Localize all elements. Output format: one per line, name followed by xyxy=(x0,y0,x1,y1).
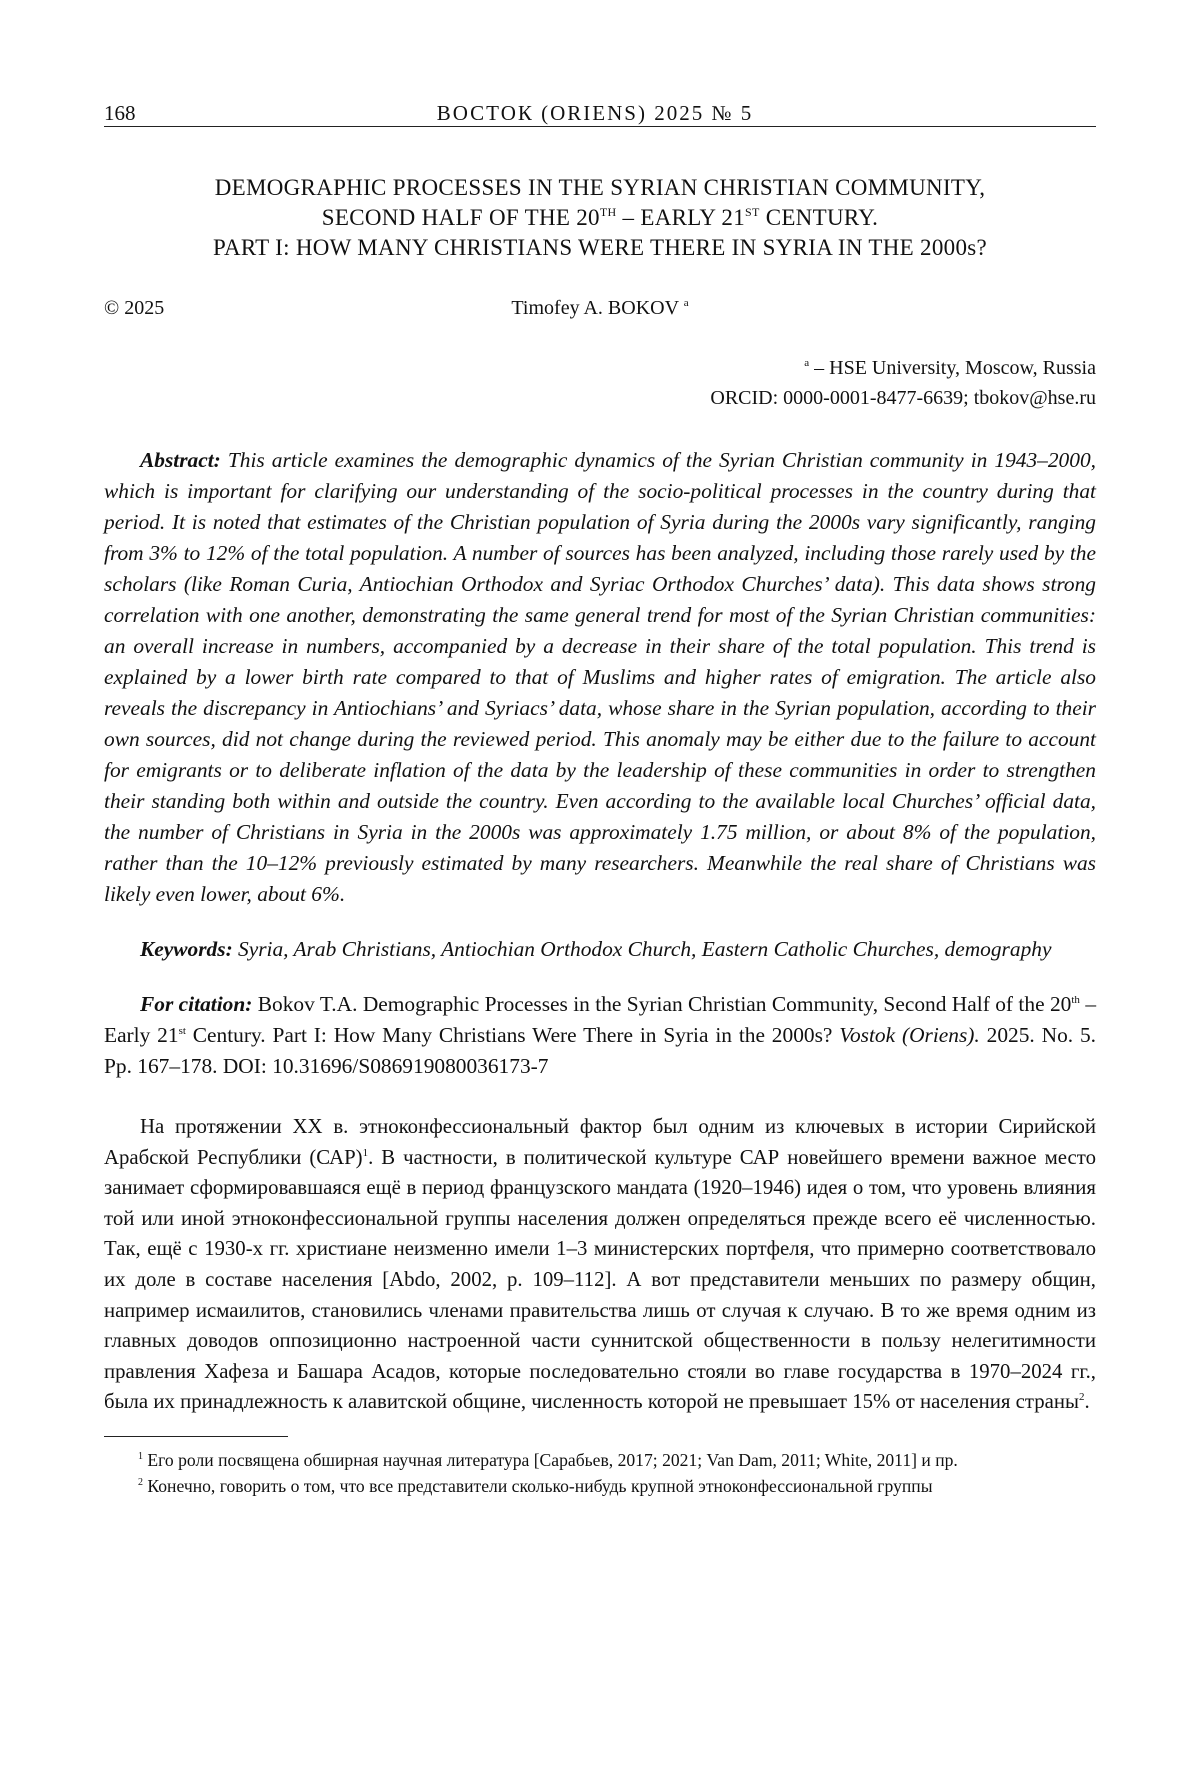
keywords-label: Keywords: xyxy=(140,937,233,961)
citation: For citation: Bokov T.A. Demographic Processes in the Syrian Christian Community, Second Half of the 20th – Early 21st Century. Part I: How Many Christians Were There in Syria in the 2000s? Vostok (Oriens). 2025. No. 5. Pp. 167–178. DOI: 10.31696/S086919080036173-7 xyxy=(104,992,1097,1078)
body-paragraph: На протяжении XX в. этноконфессиональный фактор был одним из ключевых в истории Сирийской Арабской Республики (САР)$^1$. В частности, в политической культуре САР новейшего времени важное место занимает сформировавшаяся ещё в период французского мандата (1920–1946) идея о том, что уровень влияния той или иной этноконфессиональной группы населения должен определяться прежде всего её численностью. Так, ещё с 1930-х гг. христиане неизменно имели 1–3 министерских портфеля, что примерно соответствовало их доле в составе населения [Abdo, 2002, p. 109–112]. А вот представители меньших по размеру общин, например исмаилитов, становились членами правительства лишь от случая к случаю. В то же время одним из главных доводов оппозиционно настроенной части суннитской общественности в пользу нелегитимности правления Хафеза и Башара Асадов, которые последовательно стояли во главе государства в 1970–2024 гг., была их принадлежность к алавитской общине, численность которой не превышает 15% от населения страны$^2$. xyxy=(104,1115,1096,1414)
abstract-label: Abstract: xyxy=(140,448,221,472)
footnote-2: $^2$ Конечно, говорить о том, что все представители сколько-нибудь крупной этноконфессиональной группы xyxy=(138,1475,933,1496)
footnote-1: $^1$ Его роли посвящена обширная научная литература [Сарабьев, 2017; 2021; Van Dam, 2011; White, 2011] и пр. xyxy=(138,1449,958,1470)
citation-label: For citation: xyxy=(140,992,253,1016)
article-title xyxy=(104,173,1096,263)
page-number: 168 xyxy=(104,101,136,125)
orcid-line: ORCID: 0000-0001-8477-6639; tbokov@hse.ru xyxy=(710,387,1096,409)
byline xyxy=(104,297,1096,325)
affiliation-institution: $^a$ – HSE University, Moscow, Russia xyxy=(804,357,1096,379)
journal-page xyxy=(104,92,1096,1499)
copyright: © 2025 xyxy=(104,297,165,319)
keywords-text: Syria, Arab Christians, Antiochian Orthodox Church, Eastern Catholic Churches, demography xyxy=(232,937,1052,961)
affiliation xyxy=(104,353,1096,413)
citation-journal: Vostok (Oriens). xyxy=(839,1023,980,1047)
title-line-2: SECOND HALF OF THE 20TH – EARLY 21ST CENTURY. xyxy=(321,205,879,230)
keywords xyxy=(104,934,1096,965)
title-line-3: PART I: HOW MANY CHRISTIANS WERE THERE IN SYRIA IN THE 2000s? xyxy=(212,235,988,260)
abstract-text: This article examines the demographic dynamics of the Syrian Christian community in 1943–2000, which is important for clarifying our understanding of the socio-political processes in the country during that period. It is noted that estimates of the Christian population of Syria during the 2000s vary significantly, ranging from 3% to 12% of the total population. A number of sources has been analyzed, including those rarely used by the scholars (like Roman Curia, Antiochian Orthodox and Syriac Orthodox Churches’ data). This data shows strong correlation with one another, demonstrating the same general trend for most of the Syrian Christian communities: an overall increase in numbers, accompanied by a decrease in their share of the total population. This trend is explained by a lower birth rate compared to that of Muslims and higher rates of emigration. The article also reveals the discrepancy in Antiochians’ and Syriacs’ data, whose share in the Syrian population, according to their own sources, did not change during the reviewed period. This anomaly may be either due to the failure to account for emigrants or to deliberate inflation of the data by the leadership of these communities in order to strengthen their standing both within and outside the country. Even according to the available local Churches’ official data, the number of Christians in Syria in the 2000s was approximately 1.75 million, or about 8% of the population, rather than the 10–12% previously estimated by many researchers. Meanwhile the real share of Christians was likely even lower, about 6%. xyxy=(104,448,1096,906)
footnotes xyxy=(104,1447,1096,1499)
footnote-ref-2[interactable]: 2 xyxy=(1078,1391,1085,1404)
title-line-1: DEMOGRAPHIC PROCESSES IN THE SYRIAN CHRISTIAN COMMUNITY, xyxy=(214,175,986,200)
author-name: Timofey A. BOKOV $^a$ xyxy=(511,297,689,319)
footnote-divider xyxy=(104,1436,288,1437)
abstract xyxy=(104,445,1096,910)
journal-name: ВОСТОК (ORIENS) 2025 № 5 xyxy=(436,101,754,125)
footnote-ref-1[interactable]: 1 xyxy=(362,1146,369,1159)
running-header xyxy=(104,92,1096,127)
